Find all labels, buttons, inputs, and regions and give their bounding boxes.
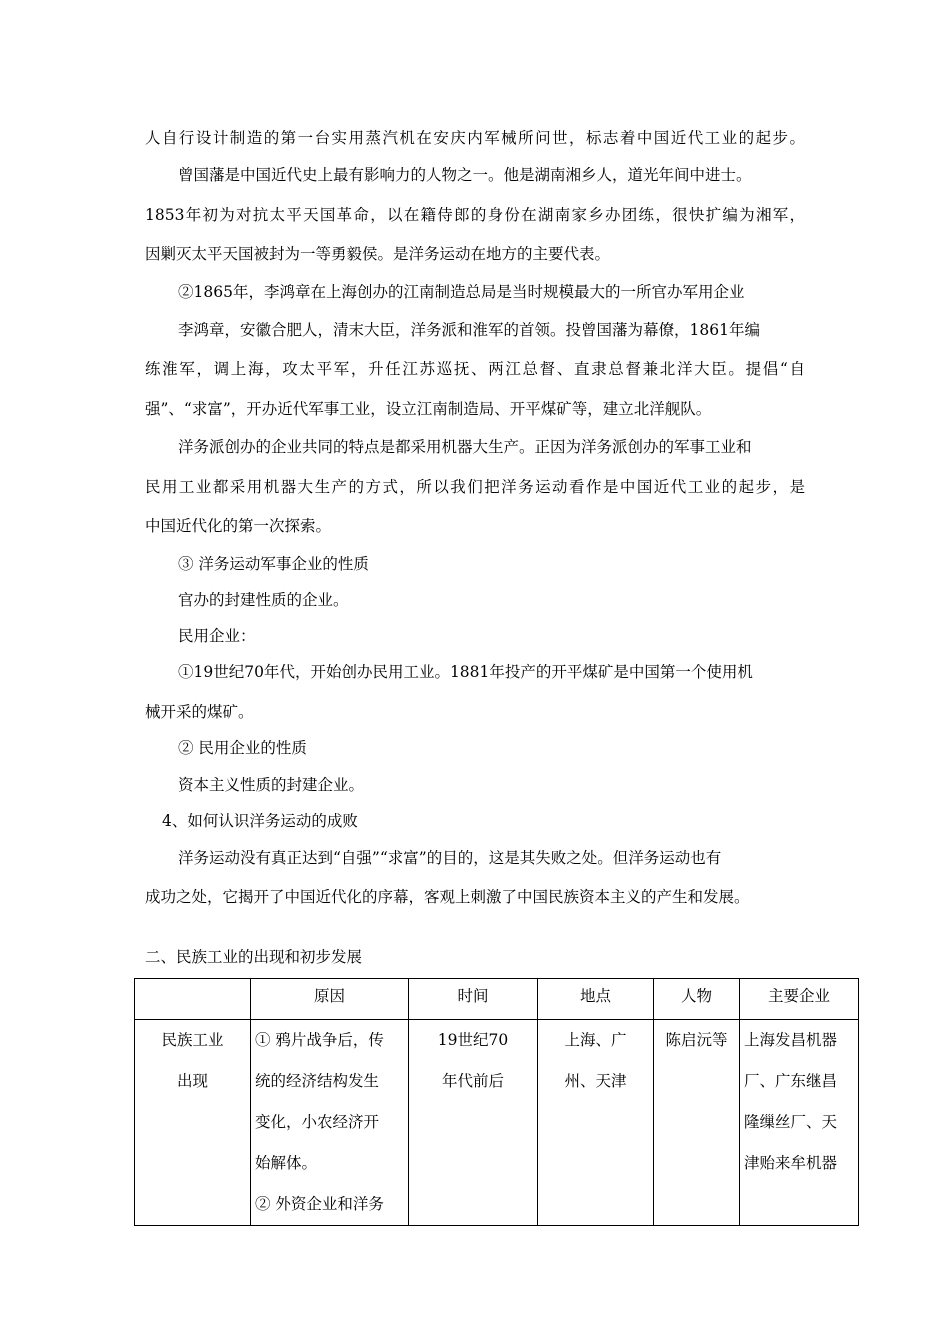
paragraph-line: 洋务运动没有真正达到“自强”“求富”的目的，这是其失败之处。但洋务运动也有: [178, 849, 722, 867]
paragraph-line: 民用企业：: [178, 627, 256, 645]
reason-line: 统的经济结构发生: [255, 1072, 380, 1090]
section-heading: 4、如何认识洋务运动的成败: [162, 812, 358, 830]
table-header-cell: 原因: [251, 979, 409, 1020]
place-line: 州、天津: [564, 1072, 627, 1090]
paragraph-line: 资本主义性质的封建企业。: [178, 776, 365, 794]
paragraph-line: 练淮军，调上海，攻太平军，升任江苏巡抚、两江总督、直隶总督兼北洋大臣。提倡“自: [145, 360, 805, 378]
time-line: 年代前后: [441, 1072, 504, 1090]
table-header-row: [135, 979, 859, 1020]
person-line: 陈启沅等: [665, 1031, 728, 1049]
paragraph-line: ①19世纪70年代，开始创办民用工业。1881年投产的开平煤矿是中国第一个使用机: [178, 663, 753, 681]
paragraph-line: 曾国藩是中国近代史上最有影响力的人物之一。他是湖南湘乡人，道光年间中进士。: [178, 166, 752, 184]
reason-line: 始解体。: [255, 1154, 318, 1172]
table-header-cell: 主要企业: [740, 979, 859, 1020]
paragraph-line: 因剿灭太平天国被封为一等勇毅侯。是洋务运动在地方的主要代表。: [145, 245, 611, 263]
enterprise-line: 上海发昌机器: [744, 1031, 838, 1049]
enterprise-line: 隆缫丝厂、天: [744, 1113, 838, 1131]
table-header-cell: 人物: [654, 979, 740, 1020]
paragraph-line: ②1865年，李鸿章在上海创办的江南制造总局是当时规模最大的一所官办军用企业: [178, 283, 745, 301]
paragraph-line: ③ 洋务运动军事企业的性质: [178, 555, 369, 573]
table-header-cell: [135, 979, 251, 1020]
enterprise-line: 津贻来牟机器: [744, 1154, 838, 1172]
enterprise-cell: [740, 1020, 859, 1226]
paragraph-line: 李鸿章，安徽合肥人，清末大臣，洋务派和淮军的首领。投曾国藩为幕僚，1861年编: [178, 321, 760, 339]
paragraph-line: 官办的封建性质的企业。: [178, 591, 349, 609]
row-label-cell: [135, 1020, 251, 1226]
row-label-line: 民族工业: [161, 1031, 224, 1049]
paragraph-line: ② 民用企业的性质: [178, 739, 307, 757]
time-line: 19世纪70: [437, 1031, 509, 1049]
paragraph-line: 民用工业都采用机器大生产的方式，所以我们把洋务运动看作是中国近代工业的起步，是: [145, 478, 805, 496]
table-header-cell: 时间: [409, 979, 538, 1020]
place-cell: [538, 1020, 654, 1226]
row-label-line: 出现: [176, 1072, 208, 1090]
section-title: 二、民族工业的出现和初步发展: [145, 948, 363, 966]
reason-line: ② 外资企业和洋务: [255, 1195, 384, 1213]
reason-line: 变化，小农经济开: [255, 1113, 380, 1131]
person-cell: [654, 1020, 740, 1226]
table-row: [135, 1020, 859, 1226]
paragraph-line: 械开采的煤矿。: [145, 703, 254, 721]
paragraph-line: 人自行设计制造的第一台实用蒸汽机在安庆内军械所问世，标志着中国近代工业的起步。: [145, 129, 805, 147]
place-line: 上海、广: [564, 1031, 627, 1049]
paragraph-line: 成功之处，它揭开了中国近代化的序幕，客观上刺激了中国民族资本主义的产生和发展。: [145, 888, 750, 906]
paragraph-line: 1853年初为对抗太平天国革命，以在籍侍郎的身份在湖南家乡办团练，很快扩编为湘军，: [145, 206, 805, 224]
paragraph-line: 洋务派创办的企业共同的特点是都采用机器大生产。正因为洋务派创办的军事工业和: [178, 438, 752, 456]
reason-line: ① 鸦片战争后，传: [255, 1031, 384, 1049]
national-industry-table: [134, 978, 859, 1226]
reason-cell: [251, 1020, 409, 1226]
time-cell: [409, 1020, 538, 1226]
paragraph-line: 强”、“求富”，开办近代军事工业，设立江南制造局、开平煤矿等，建立北洋舰队。: [145, 400, 712, 418]
table-header-cell: 地点: [538, 979, 654, 1020]
enterprise-line: 厂、广东继昌: [744, 1072, 838, 1090]
paragraph-line: 中国近代化的第一次探索。: [145, 517, 332, 535]
